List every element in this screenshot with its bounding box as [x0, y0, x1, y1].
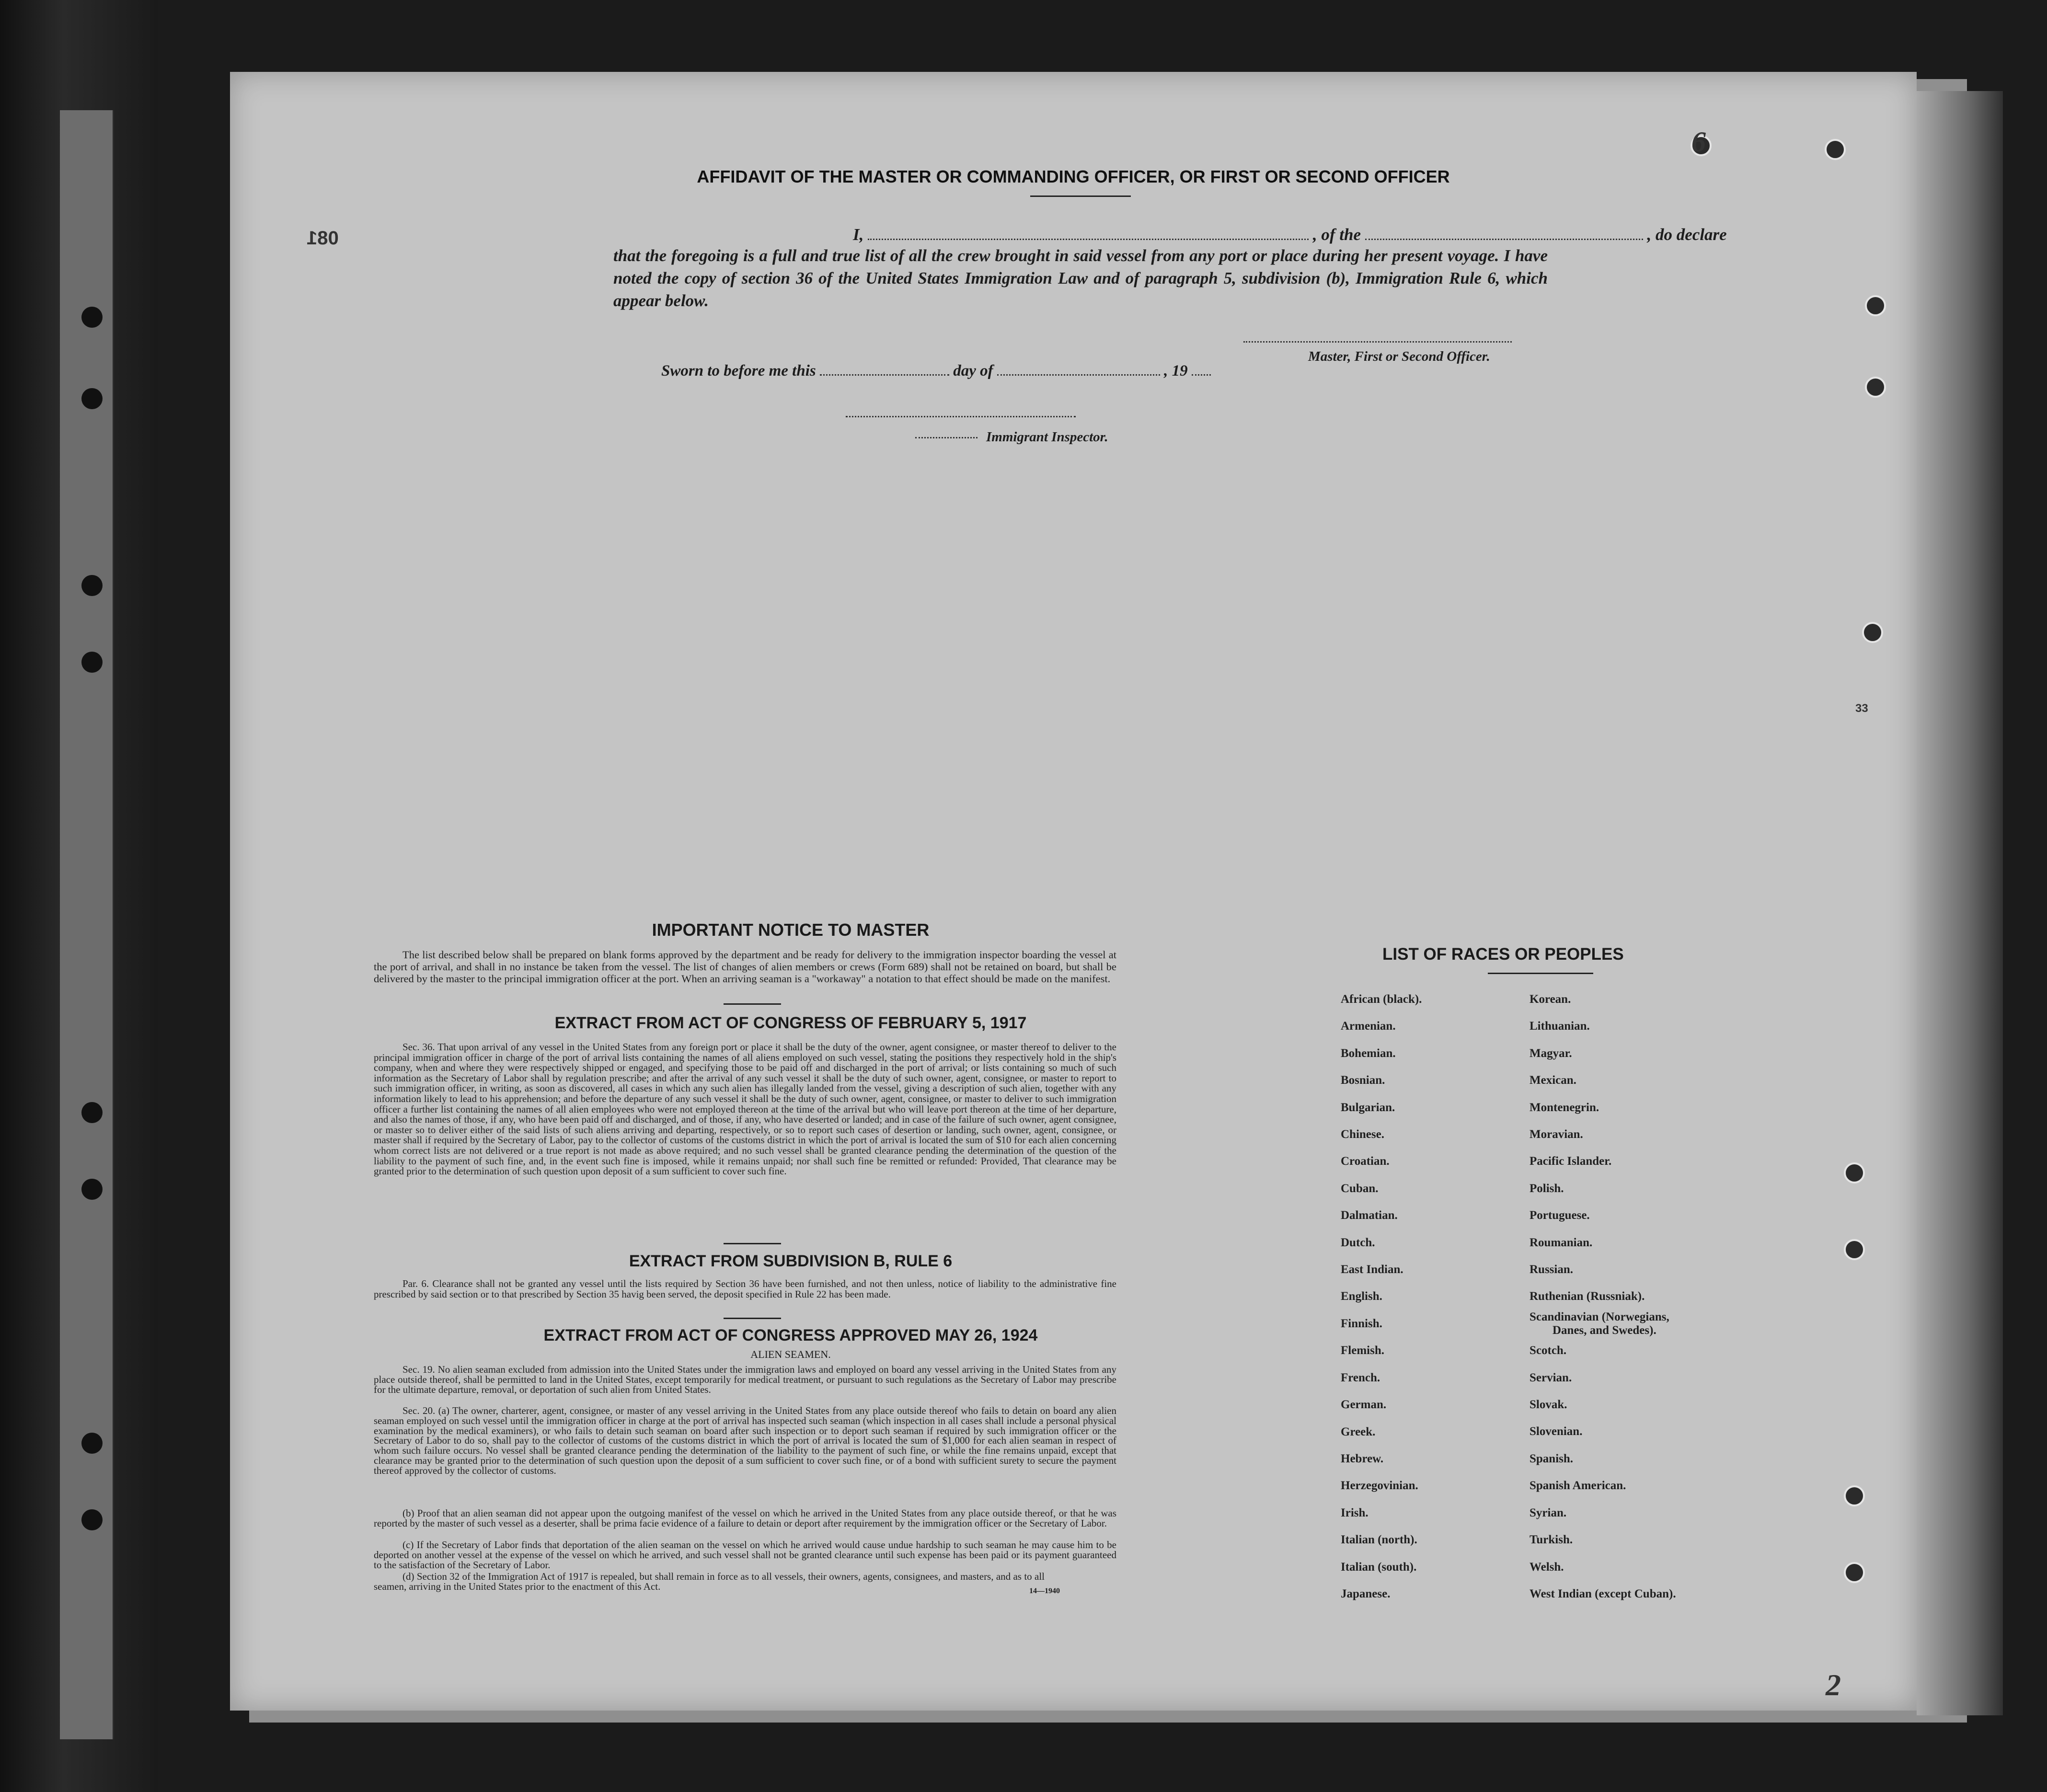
race-item: Moravian.: [1530, 1128, 1583, 1141]
sworn-line: [661, 362, 1524, 380]
pencil-mark-side: 33: [1855, 702, 1868, 715]
stacked-page-edges: [1917, 91, 2003, 1715]
race-item: Japanese.: [1341, 1587, 1391, 1600]
day-of-label: day of: [953, 362, 993, 379]
race-item: Turkish.: [1530, 1533, 1573, 1547]
binding-strip: [60, 110, 114, 1739]
race-item-line: Scandinavian (Norwegians,: [1530, 1310, 1669, 1323]
binding-hole: [81, 1179, 103, 1200]
punch-hole: [1844, 1485, 1865, 1506]
vessel-blank: [1365, 227, 1643, 240]
inspector-blank: [846, 416, 1076, 417]
race-item: Greek.: [1341, 1425, 1376, 1438]
extract-1924-heading: EXTRACT FROM ACT OF CONGRESS APPROVED MAY 26, 1924: [543, 1326, 1038, 1344]
punch-hole: [1865, 295, 1886, 316]
binding-hole: [81, 575, 103, 596]
notice-rule: [724, 1003, 781, 1005]
race-item: Portuguese.: [1530, 1209, 1590, 1222]
extract-1924-sec19: Sec. 19. No alien seaman excluded from admission into the United States under the immigration laws and employed on board any vessel arriving in the United States from any place outside thereof, shall be permitted to land in the United States, except temporarily for medical treatment, or pursuant to such regulations as the Secretary of Labor may prescribe for the ultimate departure, removal, or deportation of such alien from United States.: [374, 1364, 1116, 1395]
race-item: Welsh.: [1530, 1560, 1564, 1574]
extract-rule6-heading: EXTRACT FROM SUBDIVISION B, RULE 6: [629, 1252, 953, 1270]
race-item: Bohemian.: [1341, 1046, 1396, 1060]
binding-hole: [81, 1433, 103, 1454]
races-rule: [1488, 973, 1593, 974]
race-item: Flemish.: [1341, 1344, 1384, 1357]
race-item: Ruthenian (Russniak).: [1530, 1290, 1645, 1303]
race-item: Croatian.: [1341, 1155, 1390, 1168]
race-item: Bulgarian.: [1341, 1101, 1395, 1114]
year-blank: [1192, 363, 1211, 376]
extract-1924-sec20a: Sec. 20. (a) The owner, charterer, agent, consignee, or master of any vessel arriving in the United States from any place outside thereof who fails to detain on board any alien seaman employed on such vessel until the immigration officer in charge at the port of arrival has inspected such seaman (which inspection in all cases shall include a personal physical examination by the medical examiners), or who fails to detain such seaman on board after such inspection or to deport such seaman if required by such immigration officer or the Secretary of Labor to do so, shall pay to the collector of customs of the customs district in which the port of arrival is located the sum of $1,000 for each alien seaman in respect of whom such failure occurs. No vessel shall be granted clearance pending the determination of the liability to the payment of such fine, or while the fine remains unpaid, except that clearance may be granted prior to the determination of such question upon the deposit of a sum sufficient to cover such fine, or of a bond with sufficient surety to secure the payment thereof approved by the collector of customs.: [374, 1405, 1116, 1476]
extract-rule6-text: Par. 6. Clearance shall not be granted any vessel until the lists required by Section 36 have been furnished, and not then unless, notice of liability to the administrative fine prescribed by said section or to that prescribed by Section 35 havig been served, the deposit specified in Rule 22 has been made.: [374, 1278, 1116, 1300]
pencil-mark-left: 081: [307, 228, 339, 249]
document-page: [230, 72, 1917, 1711]
race-item: West Indian (except Cuban).: [1530, 1587, 1676, 1600]
race-item: Bosnian.: [1341, 1074, 1385, 1087]
affidavit-title: AFFIDAVIT OF THE MASTER OR COMMANDING OFFICER, OR FIRST OR SECOND OFFICER: [697, 167, 1450, 186]
binding-hole: [81, 307, 103, 328]
race-item: Chinese.: [1341, 1128, 1384, 1141]
race-item: Spanish American.: [1530, 1479, 1626, 1493]
race-item: Italian (north).: [1341, 1533, 1417, 1547]
race-item: Korean.: [1530, 993, 1571, 1006]
extract-rule6-rule: [724, 1318, 781, 1319]
extract-1924-sec20c: (c) If the Secretary of Labor finds that deportation of the alien seaman on the vessel on which he arrived would cause undue hardship to such seaman he may cause him to be deported on another vessel at the expense of the vessel on which he arrived, and such vessel shall not be granted clearance until such expense has been paid or its payment guaranteed to the satisfaction of the Secretary of Labor.: [374, 1539, 1116, 1571]
race-item: East Indian.: [1341, 1263, 1403, 1276]
race-item: Herzegovinian.: [1341, 1479, 1418, 1493]
inspector-label: Immigrant Inspector.: [986, 429, 1108, 445]
notice-heading: IMPORTANT NOTICE TO MASTER: [652, 920, 930, 940]
month-blank: [997, 363, 1160, 376]
race-item: Polish.: [1530, 1182, 1564, 1195]
races-left-column: [1341, 986, 1422, 1608]
year-label: , 19: [1164, 362, 1188, 379]
extract-1924-sec20d: (d) Section 32 of the Immigration Act of 1917 is repealed, but shall remain in force as to all vessels, their owners, agents, consignees, and masters, and as to all seamen, arriving in the United States prior to the enactment of this Act.: [374, 1571, 1045, 1592]
day-blank: [820, 363, 949, 376]
race-item: Syrian.: [1530, 1506, 1567, 1519]
signature-blank: [1243, 341, 1512, 343]
race-item-continuation: Danes, and Swedes).: [1552, 1323, 1656, 1337]
race-item: Italian (south).: [1341, 1560, 1417, 1574]
race-item: English.: [1341, 1290, 1382, 1303]
race-item: Armenian.: [1341, 1020, 1396, 1033]
punch-hole: [1825, 139, 1846, 160]
extract-1917-heading: EXTRACT FROM ACT OF CONGRESS OF FEBRUARY 5, 1917: [554, 1014, 1027, 1032]
affidavit-declare: , do declare: [1647, 225, 1727, 244]
notice-text: The list described below shall be prepared on blank forms approved by the department and be ready for delivery to the immigration inspector boarding the vessel at the port of arrival, and shall in no instance be taken from the vessel. The list of changes of alien members or crews (Form 689) shall not be retained on board, but shall be delivered by the master to the principal immigration officer at the port. When an arriving seaman is a "workaway" a notation to that effect should be made on the manifest.: [374, 949, 1116, 985]
punch-hole: [1865, 377, 1886, 398]
race-item: Slovenian.: [1530, 1425, 1583, 1438]
race-item: Dutch.: [1341, 1236, 1375, 1249]
extract-1917-text: Sec. 36. That upon arrival of any vessel in the United States from any foreign port or place it shall be the duty of the owner, agent consignee, or master thereof to deliver to the principal immigration officer in charge of the port of arrival lists containing the names of all aliens employed on such vessel, stating the positions they respectively hold in the ship's company, when and where they were respectively shipped or engaged, and specifying those to be paid off and discharged in the port of arrival; or lists containing so much of such information as the Secretary of Labor shall by regulation prescribe; and after the arrival of any such vessel it shall be the duty of such owner, agent, consignee, or master to report to such immigration officer, in writing, as soon as discovered, all cases in which any such alien has illegally landed from the vessel, giving a description of such alien, together with any information likely to lead to his apprehension; and before the departure of any such vessel it shall be the duty of such owner, agent, consignee, or master to deliver to such immigration officer a further list containing the names of all alien employees who were not employed thereon at the time of the arrival but who will leave port thereon at the time of her departure, and also the names of those, if any, who have been paid off and discharged, and of those, if any, who have deserted or landed; and in case of the failure of such owner, agent consignee, or master so to deliver either of the said lists of such aliens arriving and departing, respectively, or so to report such cases of desertion or landing, such owner, agent, consignee, or master shall if required by the Secretary of Labor, pay to the collector of customs of the customs district in which the port of arrival is located the sum of $10 for each alien concerning whom correct lists are not delivered or a true report is not made as above required; and no such vessel shall be granted clearance pending the determination of the question of the liability to the payment of such fine, and, in the event such fine is imposed, while it remains unpaid; nor shall such fine be remitted or refunded: Provided, That clearance may be granted prior to the determination of such question upon deposit of a sum sufficient to cover such fine.: [374, 1041, 1116, 1177]
race-item: Irish.: [1341, 1506, 1368, 1519]
race-item: [1530, 1310, 1676, 1337]
race-item: German.: [1341, 1398, 1387, 1412]
extract-1924-subheading: ALIEN SEAMEN.: [750, 1348, 831, 1360]
form-number: 14—1940: [1029, 1587, 1060, 1595]
sworn-before-label: Sworn to before me this: [661, 362, 816, 379]
inspector-blank-short: [915, 437, 978, 438]
affidavit-of-the: , of the: [1312, 225, 1361, 244]
affidavit-i: I,: [853, 225, 864, 244]
punch-hole: [1844, 1162, 1865, 1183]
races-right-column: [1530, 986, 1676, 1608]
pencil-mark-top: 6: [1691, 126, 1706, 158]
race-item: Lithuanian.: [1530, 1020, 1590, 1033]
race-item: Cuban.: [1341, 1182, 1379, 1195]
punch-hole: [1844, 1239, 1865, 1260]
race-item: Roumanian.: [1530, 1236, 1593, 1249]
race-item: Scotch.: [1530, 1344, 1567, 1357]
races-heading: LIST OF RACES OR PEOPLES: [1382, 945, 1624, 964]
affidavit-declaration-line: [853, 225, 1773, 244]
race-item: Pacific Islander.: [1530, 1155, 1612, 1168]
extract-1917-rule: [724, 1243, 781, 1244]
title-rule: [1030, 195, 1131, 197]
race-item: French.: [1341, 1371, 1380, 1384]
race-item: Finnish.: [1341, 1317, 1382, 1330]
binding-hole: [81, 1102, 103, 1123]
race-item: Magyar.: [1530, 1046, 1572, 1060]
punch-hole: [1862, 622, 1883, 643]
binding-hole: [81, 388, 103, 409]
race-item: Russian.: [1530, 1263, 1574, 1276]
pencil-mark-bottom: 2: [1826, 1668, 1841, 1702]
name-blank: [868, 227, 1309, 240]
race-item: Slovak.: [1530, 1398, 1567, 1412]
race-item: Montenegrin.: [1530, 1101, 1599, 1114]
race-item: Servian.: [1530, 1371, 1572, 1384]
race-item: Dalmatian.: [1341, 1209, 1398, 1222]
extract-1924-sec20b: (b) Proof that an alien seaman did not appear upon the outgoing manifest of the vessel on which he arrived in the United States from any place outside thereof, or that he was reported by the master of such vessel as a deserter, shall be prima facie evidence of a failure to detain or deport after requirement by the immigration officer or the Secretary of Labor.: [374, 1507, 1116, 1529]
race-item: Mexican.: [1530, 1074, 1576, 1087]
race-item: African (black).: [1341, 993, 1422, 1006]
binding-hole: [81, 1509, 103, 1530]
binding-hole: [81, 652, 103, 673]
punch-hole: [1844, 1562, 1865, 1583]
race-item: Hebrew.: [1341, 1452, 1384, 1465]
race-item: Spanish.: [1530, 1452, 1574, 1465]
signature-label: Master, First or Second Officer.: [1308, 349, 1490, 364]
affidavit-body: that the foregoing is a full and true list of all the crew brought in said vessel from any port or place during her present voyage. I have noted the copy of section 36 of the United States Immigration Law and of paragraph 5, subdivision (b), Immigration Rule 6, which appear below.: [613, 246, 1548, 310]
